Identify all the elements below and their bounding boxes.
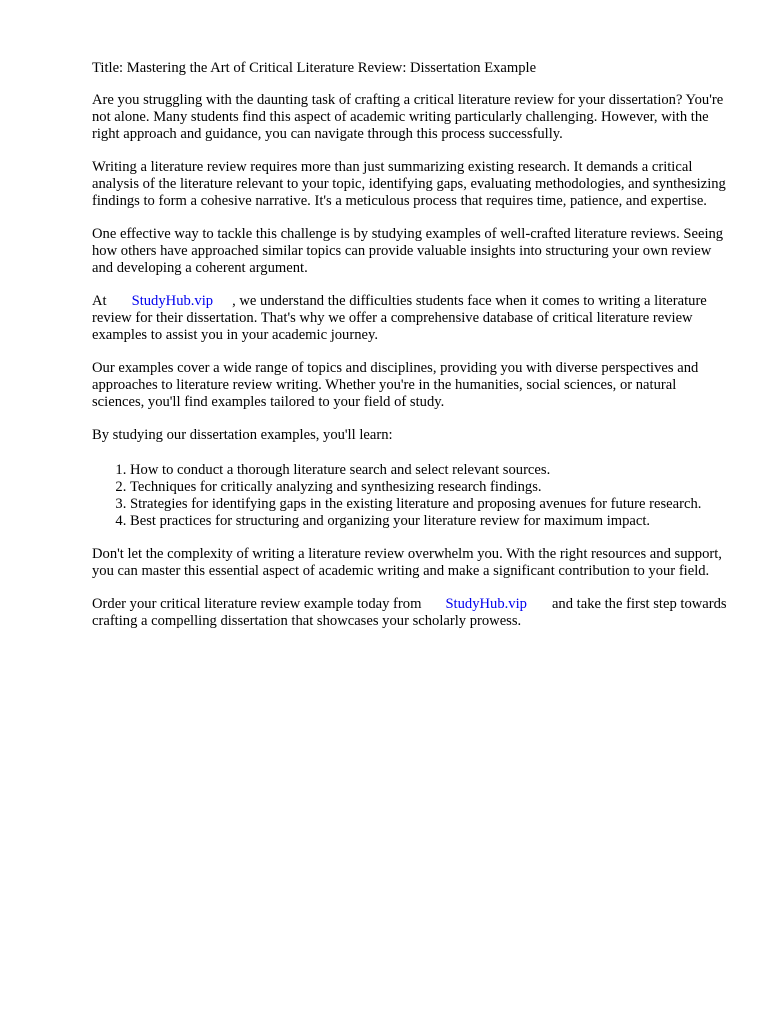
document-title: Title: Mastering the Art of Critical Literature Review: Dissertation Example xyxy=(92,60,537,76)
paragraph-studyhub-intro xyxy=(92,293,732,344)
paragraph-resources: Don't let the complexity of writing a literature review overwhelm you. With the right resources and support, you can master this essential aspect of academic writing and make a significant contribution to your field. xyxy=(92,546,722,579)
studyhub-intro-after: , we understand the difficulties students face when it comes to writing a literature review for their dissertation. That's why we offer a comprehensive database of critical literature review examples to assist you in your academic journey. xyxy=(92,293,707,343)
paragraph-examples-approach: One effective way to tackle this challenge is by studying examples of well-crafted literature reviews. Seeing how others have approached similar topics can provide valuable insights into structuring your own review and developing a coherent argument. xyxy=(92,226,724,276)
list-item: 1. How to conduct a thorough literature search and select relevant sources. xyxy=(130,462,732,479)
paragraph-literature-review: Writing a literature review requires more than just summarizing existing research. It demands a critical analysis of the literature relevant to your topic, identifying gaps, evaluating methodologies, and synthesizing findings to form a cohesive narrative. It's a meticulous process that requires time, patience, and expertise. xyxy=(92,159,726,209)
list-item: 2. Techniques for critically analyzing and synthesizing research findings. xyxy=(130,479,732,496)
closing-before: Order your critical literature review example today from xyxy=(92,596,422,612)
paragraph-intro: Are you struggling with the daunting task of crafting a critical literature review for your dissertation? You're not alone. Many students find this aspect of academic writing particularly challenging. However, with the right approach and guidance, you can navigate through this process successfully. xyxy=(92,92,724,142)
closing-after: and take the first step towards crafting a compelling dissertation that showcases your scholarly prowess. xyxy=(92,596,727,629)
list-item: 3. Strategies for identifying gaps in the existing literature and proposing avenues for future research. xyxy=(130,496,732,513)
paragraph-closing xyxy=(92,596,732,630)
list-item: 4. Best practices for structuring and organizing your literature review for maximum impact. xyxy=(130,513,732,530)
studyhub-link-1[interactable]: StudyHub.vip xyxy=(131,293,214,309)
learning-list xyxy=(92,462,732,530)
list-intro: By studying our dissertation examples, you'll learn: xyxy=(92,427,393,443)
paragraph-examples-coverage: Our examples cover a wide range of topics and disciplines, providing you with diverse perspectives and approaches to literature review writing. Whether you're in the humanities, social sciences, or natural sciences, you'll find examples tailored to your field of study. xyxy=(92,360,699,410)
studyhub-link-2[interactable]: StudyHub.vip xyxy=(445,596,527,612)
document-page xyxy=(92,60,732,646)
studyhub-intro-before: At xyxy=(92,293,107,309)
